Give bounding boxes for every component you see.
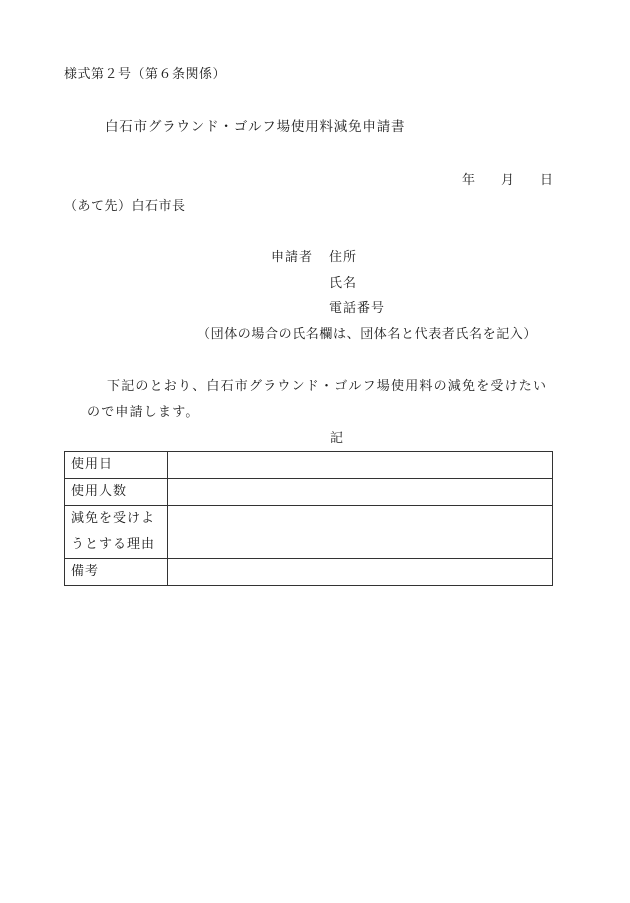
addressee: （あて先）白石市長 bbox=[64, 199, 186, 214]
reduction-reason-label bbox=[65, 506, 168, 559]
applicant-name-label: 氏名 bbox=[329, 276, 358, 291]
applicant-label: 申請者 bbox=[271, 250, 314, 265]
group-note: （団体の場合の氏名欄は、団体名と代表者氏名を記入） bbox=[197, 327, 538, 342]
body-text-line2: ので申請します。 bbox=[87, 405, 200, 420]
date-month: 月 bbox=[501, 173, 515, 188]
table-row bbox=[65, 559, 553, 586]
table-row bbox=[65, 479, 553, 506]
reduction-reason-label-line2: うとする理由 bbox=[71, 537, 156, 552]
document-title: 白石市グラウンド・ゴルフ場使用料減免申請書 bbox=[105, 119, 406, 135]
details-table bbox=[64, 451, 553, 586]
date-line bbox=[462, 174, 557, 187]
reduction-reason-field[interactable] bbox=[168, 506, 553, 559]
form-number: 様式第２号（第６条関係） bbox=[64, 67, 227, 82]
table-row bbox=[65, 506, 553, 559]
usage-count-field[interactable] bbox=[168, 479, 553, 506]
remarks-label: 備考 bbox=[65, 559, 168, 586]
date-year: 年 bbox=[462, 173, 476, 188]
reduction-reason-label-line1: 減免を受けよ bbox=[71, 511, 156, 526]
table-row bbox=[65, 452, 553, 479]
date-day: 日 bbox=[540, 173, 554, 188]
applicant-phone-label: 電話番号 bbox=[329, 301, 386, 316]
body-text-line1: 下記のとおり、白石市グラウンド・ゴルフ場使用料の減免を受けたい bbox=[107, 379, 548, 394]
ki-heading: 記 bbox=[330, 431, 344, 446]
remarks-field[interactable] bbox=[168, 559, 553, 586]
usage-count-label: 使用人数 bbox=[65, 479, 168, 506]
applicant-address-label: 住所 bbox=[329, 250, 358, 265]
usage-date-field[interactable] bbox=[168, 452, 553, 479]
usage-date-label: 使用日 bbox=[65, 452, 168, 479]
